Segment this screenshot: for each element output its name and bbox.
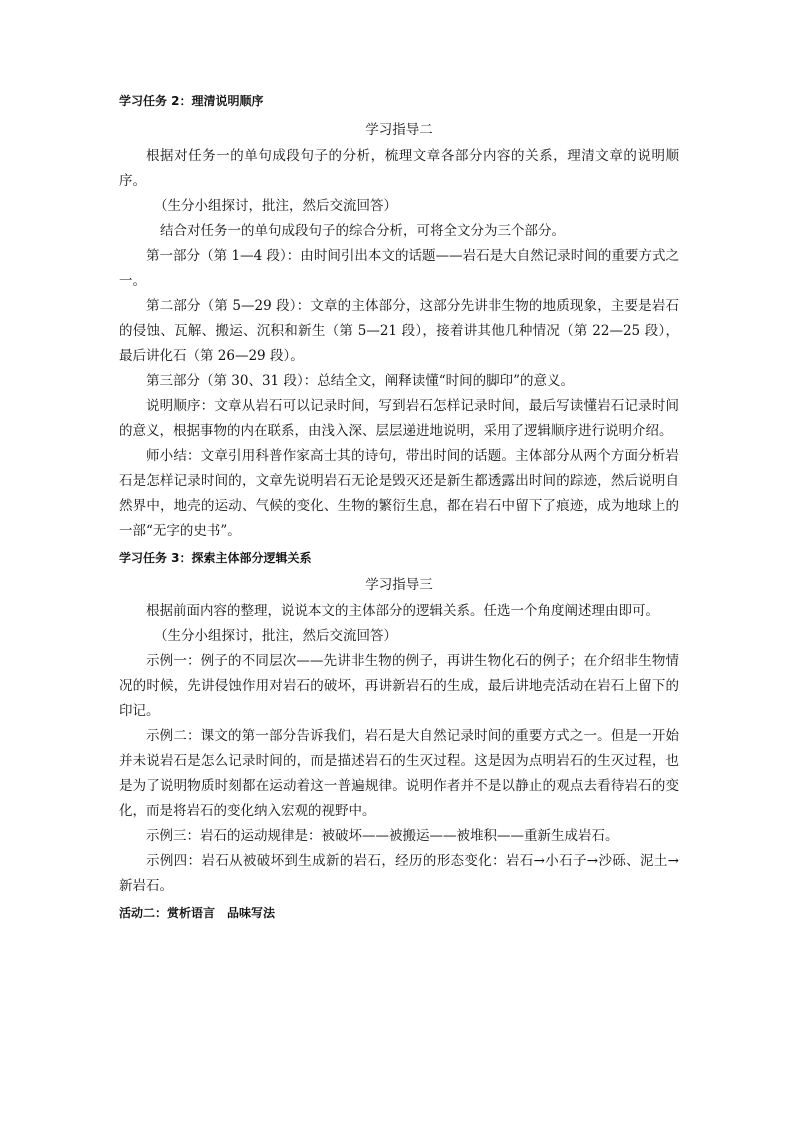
task2-paragraph: 第二部分（第 5—29 段）：文章的主体部分，这部分先讲非生物的地质现象，主要是岩石的侵蚀、瓦解、搬运、沉积和新生（第 5—21 段），接着讲其他几种情况（第 22—25 段），最后讲化石（第 26—29 段）。 (119, 298, 679, 364)
task2-paragraph: 第一部分（第 1—4 段）：由时间引出本文的话题——岩石是大自然记录时间的重要方式之一。 (119, 248, 679, 289)
example-4: 示例四：岩石从被破坏到生成新的岩石，经历的形态变化：岩石→小石子→沙砾、泥土→新岩石。 (119, 853, 679, 894)
example-2: 示例二：课文的第一部分告诉我们，岩石是大自然记录时间的重要方式之一。但是一开始并未说岩石是怎么记录时间的，而是描述岩石的生灭过程。这是因为点明岩石的生灭过程，也是为了说明物质时刻都在运动着这一普遍规律。说明作者并不是以静止的观点去看待岩石的变化，而是将岩石的变化纳入宏观的视野中。 (119, 728, 679, 819)
task2-paragraph: 根据对任务一的单句成段句子的分析，梳理文章各部分内容的关系，理清文章的说明顺序。 (119, 148, 679, 189)
task2-paragraph: 结合对任务一的单句成段句子的综合分析，可将全文分为三个部分。 (160, 223, 565, 239)
activity2-heading: 活动二：赏析语言 品味写法 (119, 906, 276, 920)
example-3: 示例三：岩石的运动规律是：被破坏——被搬运——被堆积——重新生成岩石。 (146, 828, 619, 844)
task3-paragraph: 根据前面内容的整理，说说本文的主体部分的逻辑关系。任选一个角度阐述理由即可。 (146, 603, 659, 619)
guide-2-title: 学习指导二 (365, 122, 433, 138)
guide-3-title: 学习指导三 (365, 577, 433, 593)
task3-heading: 学习任务 3：探索主体部分逻辑关系 (119, 551, 312, 565)
task2-heading: 学习任务 2：理清说明顺序 (119, 94, 264, 108)
document-body (119, 94, 679, 920)
task3-paragraph: （生分小组探讨，批注，然后交流回答） (154, 628, 397, 644)
task2-paragraph: 第三部分（第 30、31 段）：总结全文，阐释读懂“时间的脚印”的意义。 (146, 373, 574, 389)
teacher-summary: 师小结：文章引用科普作家高士其的诗句，带出时间的话题。主体部分从两个方面分析岩石是怎样记录时间的，文章先说明岩石无论是毁灭还是新生都透露出时间的踪迹，然后说明自然界中，地壳的运动、气候的变化、生物的繁衍生息，都在岩石中留下了痕迹，成为地球上的一部“无字的史书”。 (119, 448, 679, 539)
task2-paragraph: （生分小组探讨，批注，然后交流回答） (154, 198, 397, 214)
task2-paragraph: 说明顺序：文章从岩石可以记录时间，写到岩石怎样记录时间，最后写读懂岩石记录时间的意义，根据事物的内在联系，由浅入深、层层递进地说明，采用了逻辑顺序进行说明介绍。 (119, 398, 679, 439)
example-1: 示例一：例子的不同层次——先讲非生物的例子，再讲生物化石的例子；在介绍非生物情况的时候，先讲侵蚀作用对岩石的破坏，再讲新岩石的生成，最后讲地壳活动在岩石上留下的印记。 (119, 653, 679, 719)
